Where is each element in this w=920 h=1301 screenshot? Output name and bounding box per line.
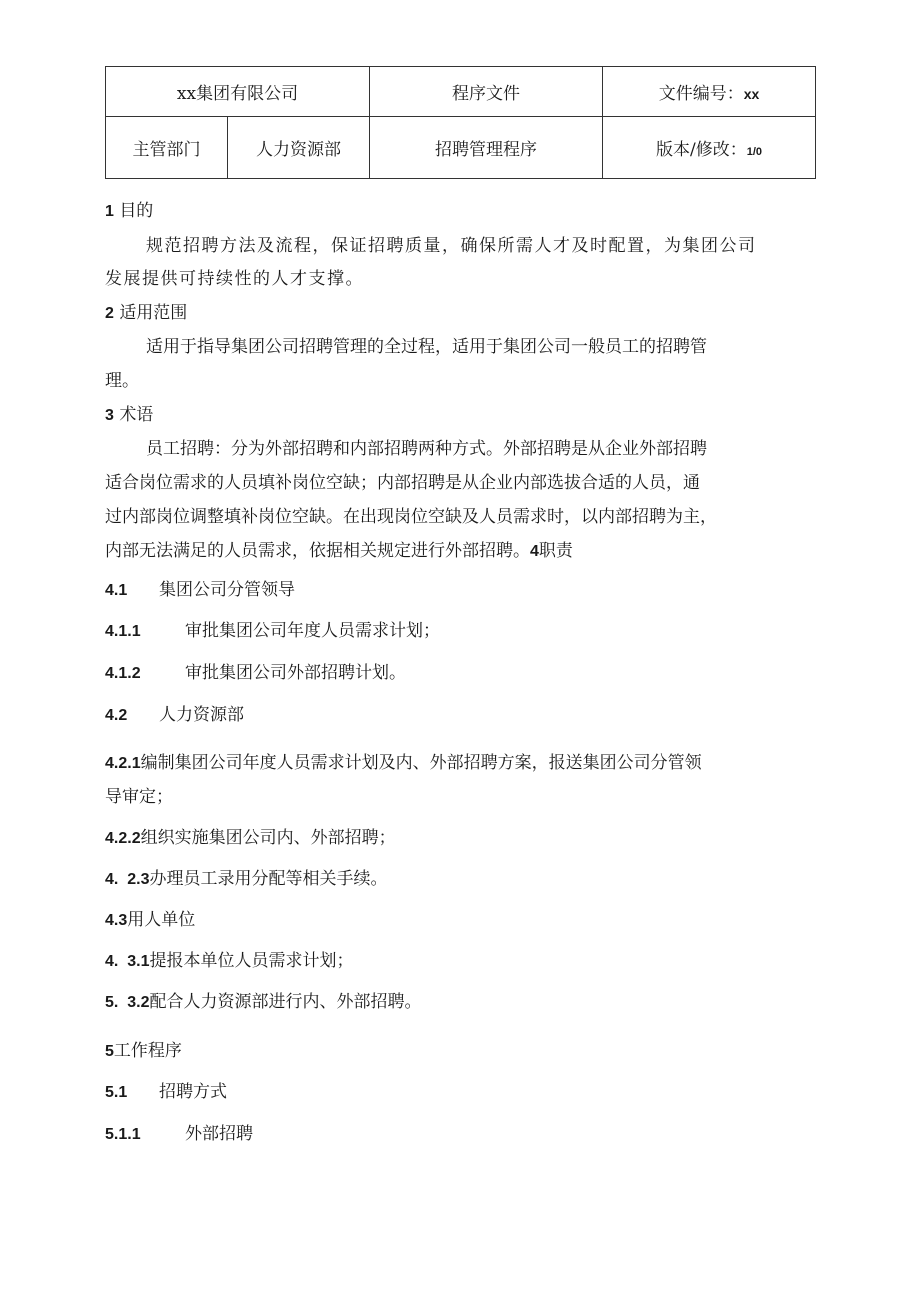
item-number: 4.2.2	[105, 830, 141, 847]
section-3-para-line-3: 过内部岗位调整填补岗位空缺。在出现岗位空缺及人员需求时，以内部招聘为主，	[105, 507, 717, 527]
dept-label-cell	[106, 117, 228, 179]
item-text: 招聘方式	[159, 1082, 227, 1102]
item-text: 组织实施集团公司内、外部招聘；	[140, 828, 396, 848]
version-cell	[603, 117, 816, 179]
company-name-cell	[106, 67, 370, 117]
item-number: 4. 3.1	[105, 953, 150, 970]
dept-value: 人力资源部	[256, 140, 341, 160]
section-number: 1	[105, 203, 114, 220]
section-number: 2	[105, 305, 114, 322]
item-text: 集团公司分管领导	[159, 580, 295, 600]
version-label: 版本/修改：	[655, 140, 747, 160]
item-text: 人力资源部	[159, 705, 244, 725]
item-5-1	[105, 1075, 817, 1110]
section-number: 3	[105, 407, 114, 424]
header-table	[105, 66, 816, 179]
section-2-heading	[105, 296, 817, 331]
doc-number-cell	[603, 67, 816, 117]
section-1-para-line-2: 发展提供可持续性的人才支撑。	[105, 269, 364, 289]
dept-label: 主管部门	[132, 140, 201, 160]
item-text: 配合人力资源部进行内、外部招聘。	[149, 992, 422, 1012]
doc-type: 程序文件	[452, 84, 520, 104]
doc-type-cell	[370, 67, 603, 117]
item-5-1-1	[105, 1117, 817, 1152]
section-number: 4	[530, 543, 539, 560]
item-text: 提报本单位人员需求计划；	[149, 951, 354, 971]
section-2-para-line-1: 适用于指导集团公司招聘管理的全过程，适用于集团公司一般员工的招聘管	[146, 337, 707, 357]
section-5-heading	[105, 1034, 817, 1069]
item-text: 办理员工录用分配等相关手续。	[149, 869, 388, 889]
procedure-name-cell	[370, 117, 603, 179]
item-number: 4.3	[105, 912, 128, 929]
item-number: 5. 3.2	[105, 994, 150, 1011]
item-4-2-3	[105, 862, 817, 897]
item-text: 审批集团公司外部招聘计划。	[185, 663, 406, 683]
section-number: 5	[105, 1043, 114, 1060]
item-number: 4.1.1	[105, 623, 141, 640]
item-text: 审批集团公司年度人员需求计划；	[185, 621, 440, 641]
item-number: 5.1	[105, 1084, 128, 1101]
section-1-heading	[105, 194, 817, 229]
dept-value-cell	[228, 117, 370, 179]
section-1-para-line-1: 规范招聘方法及流程，保证招聘质量，确保所需人才及时配置，为集团公司	[146, 236, 757, 256]
item-text: 外部招聘	[185, 1124, 253, 1144]
doc-number-label: 文件编号：	[658, 84, 744, 104]
item-4-1-2	[105, 656, 817, 691]
item-number: 4.1.2	[105, 665, 141, 682]
section-3-para-line-4	[105, 534, 817, 569]
section-title: 目的	[119, 201, 154, 221]
item-number: 5.1.1	[105, 1126, 141, 1143]
section-3-para-line-1: 员工招聘：分为外部招聘和内部招聘两种方式。外部招聘是从企业外部招聘	[146, 439, 707, 459]
item-4-2-1-line-2: 导审定；	[105, 787, 173, 807]
item-number: 4.2	[105, 707, 128, 724]
item-number: 4.1	[105, 582, 128, 599]
doc-number-value: xx	[743, 86, 760, 102]
item-4-3	[105, 903, 817, 938]
section-3-para-line-2: 适合岗位需求的人员填补岗位空缺；内部招聘是从企业内部选拔合适的人员，通	[105, 473, 700, 493]
item-4-2-2	[105, 821, 817, 856]
item-number: 4.2.1	[105, 755, 141, 772]
procedure-name: 招聘管理程序	[435, 140, 537, 160]
item-4-3-1	[105, 944, 817, 979]
item-number: 4. 2.3	[105, 871, 150, 888]
section-2-para-line-2: 理。	[105, 371, 139, 391]
section-title: 职责	[538, 541, 573, 561]
section-3-heading	[105, 398, 817, 433]
item-4-2-1	[105, 746, 817, 781]
item-text: 用人单位	[127, 910, 196, 930]
item-text: 编制集团公司年度人员需求计划及内、外部招聘方案，报送集团公司分管领	[140, 753, 702, 773]
item-4-1-1	[105, 614, 817, 649]
company-name: xx集团有限公司	[176, 84, 299, 104]
version-value: 1/0	[746, 146, 763, 158]
section-title: 工作程序	[113, 1041, 182, 1061]
item-4-2	[105, 698, 817, 733]
section-title: 术语	[119, 405, 154, 425]
item-4-1	[105, 573, 817, 608]
item-4-3-2	[105, 985, 817, 1020]
section-3-line-4-text: 内部无法满足的人员需求，依据相关规定进行外部招聘。	[105, 541, 530, 561]
section-title: 适用范围	[119, 303, 188, 323]
